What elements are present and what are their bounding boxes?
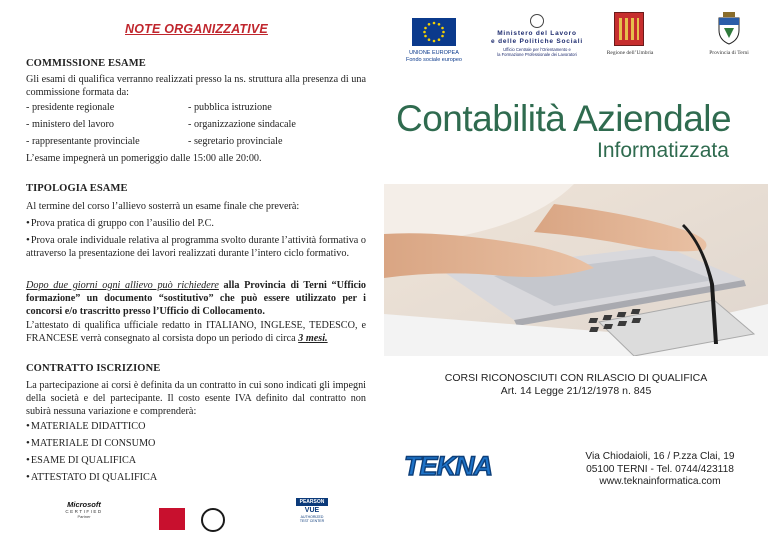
page-title: NOTE ORGANIZZATIVE: [125, 22, 268, 36]
attestato-period: 3 mesi.: [298, 333, 328, 344]
eu-caption-line: UNIONE EUROPEA: [409, 50, 459, 56]
website-link[interactable]: www.teknainformatica.com: [599, 476, 721, 487]
address-street: Via Chiodaioli, 16 / P.zza Clai, 19: [585, 451, 735, 462]
tipologia-bullet: • Prova orale individuale relativa al programma svolto durante l’attività formativa o attraverso la presentazione dei lavori realizzati durante l’intero ciclo formativo.: [26, 234, 366, 260]
contratto-item: • MATERIALE DIDATTICO: [26, 420, 366, 433]
microsoft-certified-logo: [64, 500, 104, 519]
ministero-logo: [487, 14, 587, 57]
member: - organizzazione sindacale: [188, 119, 296, 130]
member-row: [26, 136, 283, 147]
recognition-block: [398, 372, 754, 397]
eu-caption: [404, 50, 464, 63]
provincia-terni-caption: Provincia di Terni: [709, 50, 749, 56]
member-row: [26, 102, 272, 113]
italian-emblem-icon: [530, 14, 544, 28]
address-block: [560, 451, 760, 489]
authorized-test-center: AUTHORIZED TEST CENTER: [299, 515, 325, 523]
ms-partner: Partner: [77, 514, 91, 519]
member-row: [26, 119, 296, 130]
member: - pubblica istruzione: [188, 102, 272, 113]
ministero-line: e delle Politiche Sociali: [491, 38, 583, 45]
commissione-intro: Gli esami di qualifica verranno realizzati presso la ns. struttura alla presenza di una commissione formata da:: [26, 74, 366, 98]
attestato-text: L’attestato di qualifica ufficiale redatto in ITALIANO, INGLESE, TEDESCO, e FRANCESE verrà consegnato al corsista dopo un periodo di circa: [26, 320, 366, 344]
iso-badge-icon: [159, 508, 185, 530]
laptop-calculator-photo: [384, 184, 768, 356]
ms-certified: CERTIFIED: [65, 509, 103, 514]
contratto-intro: La partecipazione ai corsi è definita da un contratto in cui sono indicati gli impegni della società e del partecipante. Il costo esente IVA definito dal contratto non subirà nessuna variazione e comprenderà:: [26, 380, 366, 417]
address-city-phone: 05100 TERNI - Tel. 0744/423118: [586, 463, 734, 475]
member: - segretario provinciale: [188, 136, 283, 147]
recognition-line: CORSI RICONOSCIUTI CON RILASCIO DI QUALIFICA: [444, 372, 708, 384]
provincia-terni-crest-icon: [716, 12, 742, 46]
regione-umbria-caption: Regione dell’Umbria: [606, 50, 654, 56]
iso-certification-logo: [155, 500, 237, 536]
ministero-subline: la Formazione Professionale dei Lavoratori: [497, 52, 577, 57]
commissione-schedule: L’esame impegnerà un pomeriggio dalle 15:00 alle 20:00.: [26, 153, 262, 164]
tekna-wordmark: TEKNA: [404, 451, 492, 480]
ministero-subline: Ufficio Centrale per l’Orientamento e: [503, 47, 571, 52]
tipologia-bullet: • Prova pratica di gruppo con l’ausilio del P.C.: [26, 217, 366, 230]
tekna-logo: [402, 450, 498, 480]
vue-brand: VUE: [304, 507, 320, 514]
member: - ministero del lavoro: [26, 119, 114, 130]
tipologia-intro: Al termine del corso l’allievo sosterrà un esame finale che preverà:: [26, 201, 300, 212]
eu-caption-line: Fondo sociale europeo: [406, 56, 462, 63]
recognition-law: Art. 14 Legge 21/12/1978 n. 845: [500, 384, 652, 397]
regione-umbria-flag-icon: [614, 12, 644, 46]
pearson-brand: PEARSON: [296, 498, 328, 506]
request-bold: alla Provincia di Terni “Ufficio formazione” un documento “sostitutivo” che può essere utilizzato per i concorsi e/o trascritto presso l’Ufficio di Collocamento.: [26, 280, 367, 317]
ms-brand: Microsoft: [67, 500, 101, 509]
tipologia-heading: TIPOLOGIA ESAME: [26, 183, 128, 194]
contratto-item: • ATTESTATO DI QUALIFICA: [26, 471, 366, 484]
course-title: Contabilità Aziendale: [396, 98, 732, 139]
contratto-heading: CONTRATTO ISCRIZIONE: [26, 363, 161, 374]
commissione-heading: COMMISSIONE ESAME: [26, 58, 146, 69]
attestato-paragraph: [26, 319, 366, 345]
request-paragraph: [26, 279, 366, 318]
course-subtitle: Informatizzata: [597, 139, 729, 162]
member: - rappresentante provinciale: [26, 136, 140, 147]
member: - presidente regionale: [26, 102, 115, 113]
contratto-item: • ESAME DI QUALIFICA: [26, 454, 366, 467]
contratto-item: • MATERIALE DI CONSUMO: [26, 437, 366, 450]
request-lead: Dopo due giorni ogni allievo può richiedere: [26, 280, 219, 291]
eu-flag-icon: [412, 18, 456, 46]
pearson-vue-logo: [296, 498, 328, 534]
ministero-line: Ministero del Lavoro: [497, 30, 577, 37]
bureau-veritas-seal-icon: [201, 508, 225, 532]
